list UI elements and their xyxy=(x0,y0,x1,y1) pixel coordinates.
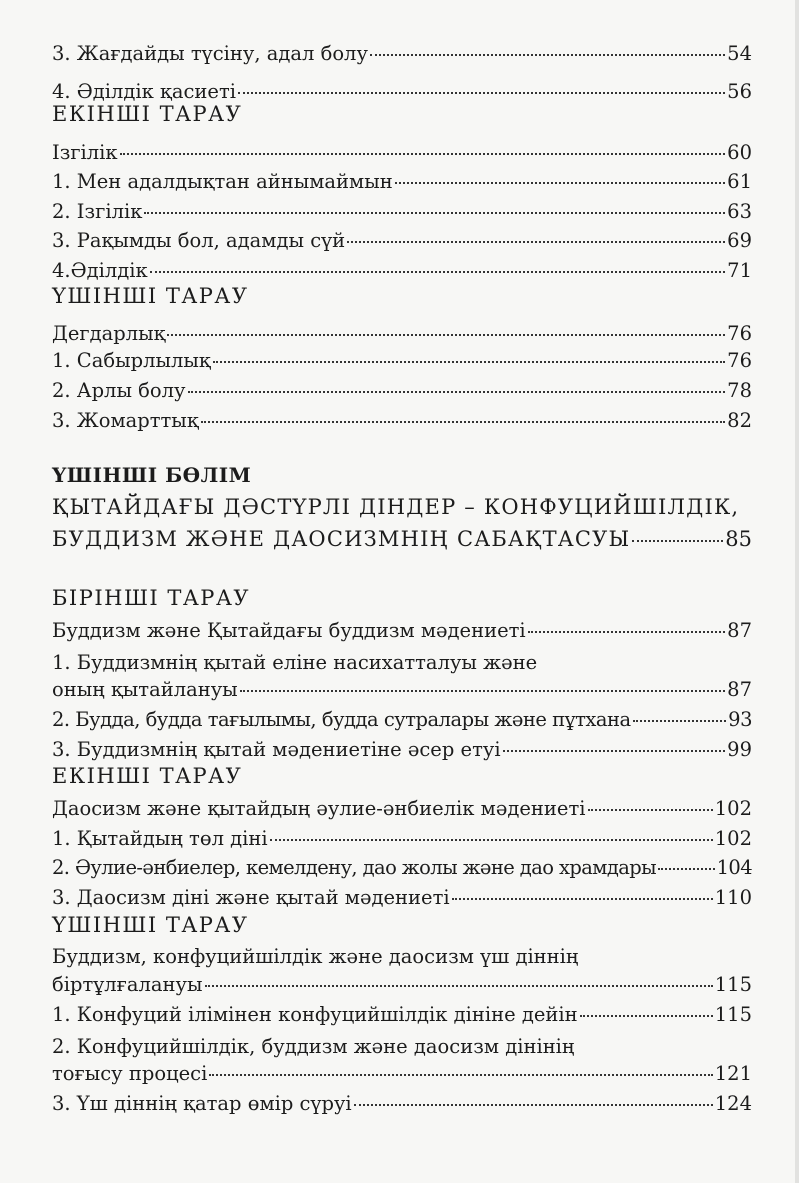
toc-entry xyxy=(52,229,752,253)
dot-leader xyxy=(347,241,725,243)
toc-entry xyxy=(52,170,752,194)
dot-leader xyxy=(452,898,713,900)
dot-leader xyxy=(167,334,725,336)
toc-entry-title: Буддизм және Қытайдағы буддизм мәдениеті xyxy=(52,619,526,642)
chapter-heading: ЕКІНШІ ТАРАУ xyxy=(52,102,243,126)
toc-entry-title: 1. Мен адалдықтан айнымаймын xyxy=(52,170,393,193)
toc-entry-title: 4.Әділдік xyxy=(52,259,148,282)
toc-entry-title: 2. Ізгілік xyxy=(52,200,143,223)
dot-leader xyxy=(188,391,726,393)
toc-entry xyxy=(52,80,752,104)
toc-entry-page: 69 xyxy=(727,229,752,252)
toc-entry-page: 78 xyxy=(727,379,752,402)
toc-entry xyxy=(52,322,752,346)
dot-leader xyxy=(633,720,727,722)
chapter-heading: ҮШІНШІ ТАРАУ xyxy=(52,913,249,937)
dot-leader xyxy=(238,92,725,94)
dot-leader xyxy=(580,1015,713,1017)
toc-entry-title: 1. Конфуций ілімінен конфуцийшілдік дініне дейін xyxy=(52,1003,578,1026)
toc-entry-line: 1. Буддизмнің қытай еліне насихатталуы және xyxy=(52,651,538,674)
dot-leader xyxy=(528,631,726,633)
page-edge-shadow xyxy=(795,0,799,1183)
toc-entry-page: 110 xyxy=(714,886,752,909)
toc-entry-title: 1. Сабырлылық xyxy=(52,349,211,372)
toc-entry xyxy=(52,1003,752,1027)
toc-entry-line: Буддизм, конфуцийшілдік және даосизм үш діннің xyxy=(52,945,579,968)
toc-entry-page: 61 xyxy=(727,170,752,193)
toc-entry-title: Ізгілік xyxy=(52,141,118,164)
dot-leader xyxy=(370,54,725,56)
toc-entry-page: 56 xyxy=(727,80,752,103)
toc-entry-title: 3. Жағдайды түсіну, адал болу xyxy=(52,42,368,65)
toc-entry-page: 54 xyxy=(727,42,752,65)
dot-leader xyxy=(354,1104,713,1106)
chapter-heading: ҮШІНШІ ТАРАУ xyxy=(52,284,249,308)
toc-entry xyxy=(52,527,752,551)
toc-entry xyxy=(52,886,752,910)
dot-leader xyxy=(632,540,723,542)
toc-entry-page: 124 xyxy=(714,1092,752,1115)
toc-entry-title: 2. Әулие-әнбиелер, кемелдену, дао жолы және дао храмдары xyxy=(52,856,657,879)
toc-entry xyxy=(52,409,752,433)
toc-entry-title: оның қытайлануы xyxy=(52,678,238,701)
dot-leader xyxy=(658,868,714,870)
toc-entry-title: 3. Үш діннің қатар өмір сүруі xyxy=(52,1092,352,1115)
part-heading: ҮШІНШІ БӨЛІМ xyxy=(52,463,252,487)
toc-entry xyxy=(52,973,752,997)
toc-entry-page: 102 xyxy=(714,827,752,850)
toc-entry-page: 115 xyxy=(714,1003,752,1026)
dot-leader xyxy=(209,1074,712,1076)
toc-entry xyxy=(52,797,752,821)
dot-leader xyxy=(588,809,713,811)
dot-leader xyxy=(144,212,725,214)
toc-entry-title: 2. Арлы болу xyxy=(52,379,186,402)
toc-entry-page: 76 xyxy=(727,322,752,345)
toc-entry xyxy=(52,259,752,283)
toc-entry-title: Даосизм және қытайдың әулие-әнбиелік мәдениеті xyxy=(52,797,586,820)
toc-entry xyxy=(52,738,752,762)
toc-entry xyxy=(52,349,752,373)
toc-entry xyxy=(52,1092,752,1116)
dot-leader xyxy=(240,690,725,692)
toc-entry xyxy=(52,379,752,403)
toc-entry xyxy=(52,827,752,851)
toc-entry xyxy=(52,678,752,702)
toc-entry-title: 3. Рақымды бол, адамды сүй xyxy=(52,229,346,252)
toc-entry-line: 2. Конфуцийшілдік, буддизм және даосизм дінінің xyxy=(52,1035,575,1058)
toc-entry-title: Дегдарлық xyxy=(52,322,166,345)
toc-entry-title: 2. Будда, будда тағылымы, будда сутралары және пұтхана xyxy=(52,708,631,731)
dot-leader xyxy=(120,153,726,155)
dot-leader xyxy=(270,839,713,841)
toc-entry-page: 76 xyxy=(727,349,752,372)
toc-entry-title: 3. Жомарттық xyxy=(52,409,199,432)
toc-entry xyxy=(52,1062,752,1086)
toc-entry-page: 104 xyxy=(716,856,752,879)
toc-entry-page: 121 xyxy=(714,1062,752,1085)
toc-entry-page: 99 xyxy=(727,738,752,761)
dot-leader xyxy=(213,361,725,363)
toc-entry-title: 3. Даосизм діні және қытай мәдениеті xyxy=(52,886,450,909)
toc-entry-page: 115 xyxy=(714,973,752,996)
toc-entry xyxy=(52,619,752,643)
toc-entry-title: тоғысу процесі xyxy=(52,1062,208,1085)
toc-entry-title: біртұлғалануы xyxy=(52,973,203,996)
toc-entry xyxy=(52,42,752,66)
dot-leader xyxy=(395,182,725,184)
dot-leader xyxy=(205,985,713,987)
toc-entry-title: 1. Қытайдың төл діні xyxy=(52,827,268,850)
toc-entry xyxy=(52,200,752,224)
dot-leader xyxy=(150,271,726,273)
chapter-heading: БІРІНШІ ТАРАУ xyxy=(52,586,251,610)
toc-entry-page: 60 xyxy=(727,141,752,164)
toc-entry-title: БУДДИЗМ ЖӘНЕ ДАОСИЗМНІҢ САБАҚТАСУЫ xyxy=(52,527,631,551)
part-title: ҚЫТАЙДАҒЫ ДӘСТҮРЛІ ДІНДЕР – КОНФУЦИЙШІЛДІК, xyxy=(52,495,740,519)
toc-entry xyxy=(52,708,752,732)
dot-leader xyxy=(201,421,726,423)
chapter-heading: ЕКІНШІ ТАРАУ xyxy=(52,764,243,788)
toc-entry-page: 85 xyxy=(725,527,752,551)
toc-entry xyxy=(52,856,752,880)
toc-entry-page: 87 xyxy=(727,678,752,701)
dot-leader xyxy=(503,750,726,752)
toc-entry-page: 71 xyxy=(727,259,752,282)
toc-entry-page: 63 xyxy=(727,200,752,223)
toc-entry-page: 93 xyxy=(728,708,752,731)
toc-entry-page: 82 xyxy=(727,409,752,432)
toc-entry-title: 4. Әділдік қасиеті xyxy=(52,80,236,103)
toc-entry-title: 3. Буддизмнің қытай мәдениетіне әсер етуі xyxy=(52,738,501,761)
toc-entry-page: 87 xyxy=(727,619,752,642)
toc-entry xyxy=(52,141,752,165)
toc-entry-page: 102 xyxy=(714,797,752,820)
